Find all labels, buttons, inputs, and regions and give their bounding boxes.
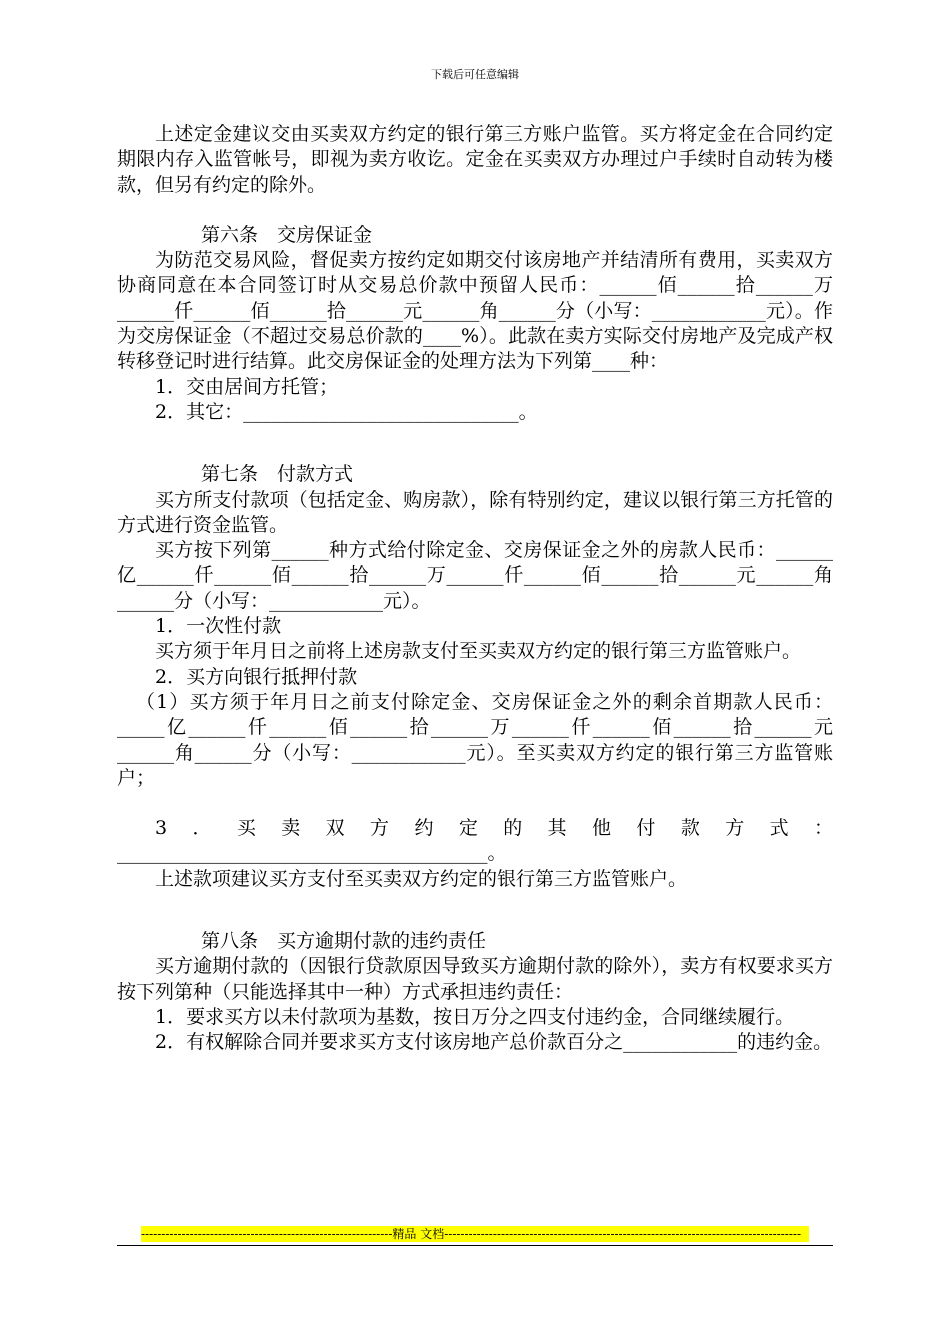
article-8-heading: 第八条 买方逾期付款的违约责任 <box>201 930 487 953</box>
article-6-heading: 第六条 交房保证金 <box>201 223 373 246</box>
paragraph-guarantee-deposit: 为防范交易风险，督促卖方按约定如期交付该房地产并结清所有费用，买卖双方协商同意在本合同签订时从交易总价款中预留人民币：______佰______拾______万______仟______佰______拾______元______角______分（小写：____________元）。作为交房保证金（不超过交易总价款的____%）。此款在卖方实际交付房地产及完成产权转移登记时进行结算。此交房保证金的处理方法为下列第____种： <box>117 249 833 373</box>
footer-divider <box>117 1245 833 1246</box>
paragraph-payment-amount: 买方按下列第______种方式给付除定金、交房保证金之外的房款人民币：______亿______仟______佰______拾______万______仟______佰______拾______元______角______分（小写：____________元）。 <box>117 539 833 612</box>
paragraph-late-payment: 买方逾期付款的（因银行贷款原因导致买方逾期付款的除外），卖方有权要求买方按下列第种（只能选择其中一种）方式承担违约责任： <box>117 955 833 1003</box>
paragraph-payment-account: 上述款项建议买方支付至买卖双方约定的银行第三方监管账户。 <box>155 867 688 890</box>
list-item-other-payment: 3．买卖双方约定的其他付款方式：_______________________________________。 <box>117 817 833 865</box>
list-item-escrow: 1．交由居间方托管； <box>155 375 339 398</box>
list-item-mortgage: 2．买方向银行抵押付款 <box>155 665 358 688</box>
list-item-terminate-contract: 2．有权解除合同并要求买方支付该房地产总价款百分之____________的违约金。 <box>155 1031 833 1054</box>
list-item-lump-sum: 1．一次性付款 <box>155 615 282 638</box>
list-item-penalty-daily: 1．要求买方以未付款项为基数，按日万分之四支付违约金，合同继续履行。 <box>155 1005 795 1028</box>
list-item-other: 2．其它：_____________________________。 <box>155 400 538 423</box>
paragraph-deposit-supervision: 上述定金建议交由买卖双方约定的银行第三方账户监管。买方将定金在合同约定期限内存入监管帐号，即视为卖方收讫。定金在买卖双方办理过户手续时自动转为楼款，但另有约定的除外。 <box>117 123 833 196</box>
paragraph-mortgage-detail: （1）买方须于年月日之前支付除定金、交房保证金之外的剩余首期款人民币： _____亿______仟______佰______拾______万______仟______佰______拾______元______角______分（小写：____________元）。至买卖双方约定的银行第三方监管账户； <box>117 690 833 789</box>
page-header: 下载后可任意编辑 <box>431 68 519 81</box>
article-7-heading: 第七条 付款方式 <box>201 463 354 486</box>
paragraph-lump-sum-detail: 买方须于年月日之前将上述房款支付至买卖双方约定的银行第三方监管账户。 <box>155 640 802 663</box>
page-footer-banner: --------------------------------------------------------------精品 文档---------------------------------------------------------------------------------------- <box>141 1226 809 1242</box>
document-body <box>117 122 833 1056</box>
paragraph-payment-supervision: 买方所支付款项（包括定金、购房款），除有特别约定，建议以银行第三方托管的方式进行资金监管。 <box>117 488 833 536</box>
